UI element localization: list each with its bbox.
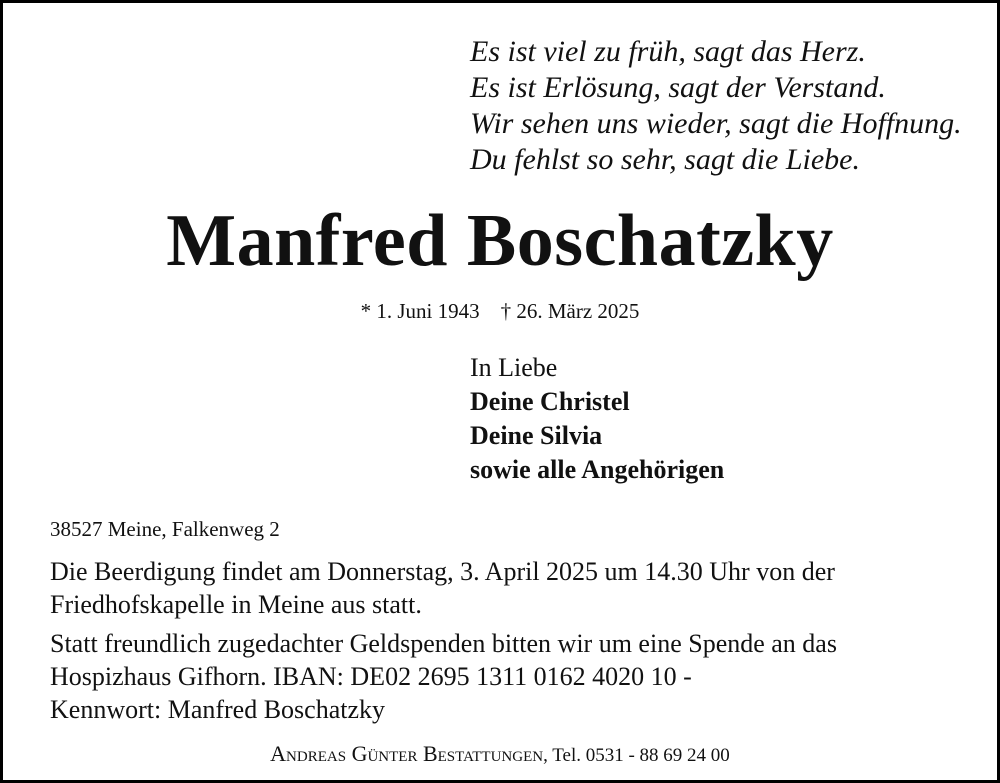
funeral-home-phone: , Tel. 0531 - 88 69 24 00 xyxy=(543,745,730,766)
donation-line: Hospizhaus Gifhorn. IBAN: DE02 2695 1311 0162 4020 10 - xyxy=(50,662,692,691)
address: 38527 Meine, Falkenweg 2 xyxy=(50,517,280,541)
mourner-name: sowie alle Angehörigen xyxy=(470,455,725,484)
donation-info xyxy=(50,627,960,726)
funeral-line: Friedhofskapelle in Meine aus statt. xyxy=(50,590,422,619)
deceased-name: Manfred Boschatzky xyxy=(166,200,834,282)
death-date: † 26. März 2025 xyxy=(500,299,640,323)
funeral-info xyxy=(50,555,960,621)
birth-date: * 1. Juni 1943 xyxy=(360,299,480,323)
donation-line: Statt freundlich zugedachter Geldspenden bitten wir um eine Spende an das xyxy=(50,629,837,658)
poem-line: Es ist viel zu früh, sagt das Herz. xyxy=(470,35,866,68)
donation-line: Kennwort: Manfred Boschatzky xyxy=(50,695,386,724)
funeral-home-name: Andreas Günter Bestattungen xyxy=(270,741,544,766)
funeral-home-footer xyxy=(0,741,1000,769)
poem-line: Du fehlst so sehr, sagt die Liebe. xyxy=(470,143,860,176)
life-dates xyxy=(0,298,1000,324)
signoff-intro: In Liebe xyxy=(470,353,558,382)
mourner-name: Deine Christel xyxy=(470,387,630,416)
signoff xyxy=(470,351,724,487)
funeral-line: Die Beerdigung findet am Donnerstag, 3. April 2025 um 14.30 Uhr von der xyxy=(50,557,835,586)
poem xyxy=(470,34,962,178)
poem-line: Wir sehen uns wieder, sagt die Hoffnung. xyxy=(470,107,962,140)
poem-line: Es ist Erlösung, sagt der Verstand. xyxy=(470,71,886,104)
mourner-name: Deine Silvia xyxy=(470,421,603,450)
